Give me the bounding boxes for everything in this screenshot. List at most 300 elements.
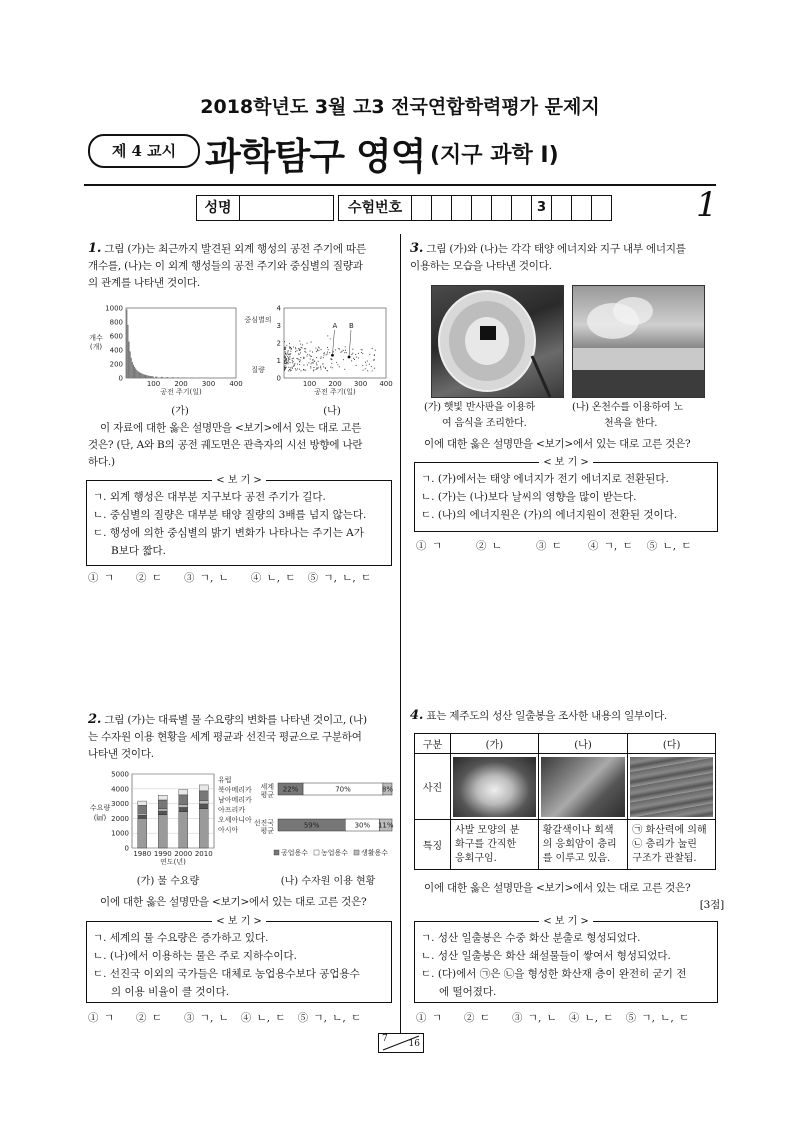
scatter-point	[345, 346, 346, 347]
legend-label: 공업용수	[281, 849, 309, 857]
x-tick-label: 400	[379, 380, 393, 388]
answer-choice[interactable]: ③ ㄱ, ㄴ	[183, 572, 229, 584]
scatter-point	[330, 338, 331, 339]
scatter-point	[288, 358, 289, 359]
scatter-point	[317, 367, 318, 368]
page-indicator	[378, 1033, 424, 1053]
stacked-bar-segment	[199, 791, 208, 801]
period-badge: 제 4 교시	[88, 134, 200, 168]
bogi-item: ㄴ. 중심별의 질량은 대부분 태양 질량의 3배를 넘지 않는다.	[93, 509, 367, 521]
scatter-point	[317, 350, 318, 351]
exam-number-cell[interactable]	[592, 196, 611, 220]
question-4-ask: 이에 대한 옳은 설명만을 <보기>에서 있는 대로 고른 것은?	[424, 882, 691, 894]
question-text: 그림 (가)는 최근까지 발견된 외계 행성의 공전 주기에 따른	[104, 243, 366, 255]
exam-number-cell[interactable]	[432, 196, 452, 220]
scatter-point	[312, 352, 313, 353]
bogi-title: < 보 기 >	[539, 916, 593, 927]
scatter-point	[305, 348, 306, 349]
answer-choices	[88, 570, 371, 585]
scatter-point	[298, 353, 299, 354]
caption-line: (가) 햇빛 반사판을 이용하	[424, 402, 535, 413]
bar	[134, 367, 135, 378]
bar	[161, 377, 163, 378]
answer-choices	[416, 1010, 689, 1025]
exam-number-cell[interactable]	[512, 196, 532, 220]
scatter-point	[292, 358, 293, 359]
scatter-point	[286, 354, 287, 355]
scatter-point	[331, 363, 332, 364]
solar-reflector-image	[432, 286, 563, 397]
answer-choice[interactable]: ③ ㄷ	[535, 540, 562, 552]
answer-choice[interactable]: ② ㄴ	[475, 540, 502, 552]
question-number: 3.	[410, 241, 424, 256]
scatter-point	[323, 366, 324, 367]
table-cell	[451, 820, 539, 870]
table-header: (다)	[628, 734, 716, 754]
bogi-box	[414, 457, 718, 532]
scatter-point	[290, 369, 291, 370]
column-divider	[400, 234, 401, 1034]
bar	[146, 375, 147, 378]
scatter-point	[292, 368, 293, 369]
scatter-point	[303, 370, 304, 371]
question-text: 개수를, (나)는 이 외계 행성들의 공전 주기와 중심별의 질량과	[88, 260, 363, 272]
scatter-point	[369, 354, 370, 355]
bar	[152, 376, 153, 378]
scatter-point	[291, 370, 292, 371]
q2-stacked-bars	[90, 771, 252, 867]
answer-choice[interactable]: ③ ㄱ, ㄴ	[183, 1012, 229, 1024]
bar	[132, 362, 133, 378]
scatter-point	[287, 351, 288, 352]
scatter-point	[292, 362, 293, 363]
exam-number-cell[interactable]	[492, 196, 512, 220]
current-page: 7	[382, 1034, 388, 1044]
scatter-point	[320, 366, 321, 367]
bogi-item: ㄷ. (다)에서 ㉠은 ㉡을 형성한 화산재 층이 완전히 굳기 전	[421, 968, 687, 980]
stacked-bar-segment	[179, 795, 188, 805]
table-header: (나)	[538, 734, 628, 754]
stacked-bar-segment	[179, 812, 188, 848]
table-cell	[628, 820, 716, 870]
bogi-item: ㄱ. 외계 행성은 대부분 지구보다 공전 주기가 길다.	[93, 491, 326, 503]
stacked-bar-segment	[138, 801, 147, 805]
y-tick-label: 5000	[111, 770, 129, 779]
legend-swatch	[354, 850, 359, 855]
name-field[interactable]	[196, 195, 334, 221]
exam-title: 2018학년도 3월 고3 전국연합학력평가 문제지	[200, 96, 600, 118]
scatter-point	[328, 349, 329, 350]
scatter-point	[326, 354, 327, 355]
bogi-item: ㄱ. 성산 일출봉은 수중 화산 분출로 형성되었다.	[421, 932, 641, 944]
scatter-point	[323, 357, 324, 358]
cell-line: 구조가 관찰됨.	[632, 852, 697, 864]
scatter-point	[372, 348, 373, 349]
scatter-point	[304, 351, 305, 352]
scatter-point	[329, 352, 330, 353]
header-divider	[84, 184, 716, 186]
scatter-point	[286, 359, 287, 360]
table-header: 구분	[415, 734, 451, 754]
scatter-point	[311, 342, 312, 343]
bar	[145, 375, 146, 378]
legend-label: 북아메리카	[218, 786, 252, 794]
legend-label: 오세아니아	[218, 816, 252, 824]
bar	[142, 374, 143, 378]
scatter-point	[285, 368, 286, 369]
y-axis-label: 질량	[251, 366, 265, 374]
answer-choice[interactable]: ⑤ ㄱ, ㄴ, ㄷ	[297, 1012, 362, 1024]
scatter-point	[345, 350, 346, 351]
y-tick-label: 3000	[111, 800, 129, 809]
scatter-point	[363, 370, 364, 371]
bar	[130, 351, 131, 378]
y-axis-label: 개수	[89, 334, 103, 342]
scatter-point	[352, 349, 353, 350]
scatter-point	[289, 354, 290, 355]
scatter-point	[344, 352, 345, 353]
bar	[137, 371, 138, 378]
scatter-point	[312, 359, 313, 360]
bogi-item: ㄱ. (가)에서는 태양 에너지가 전기 에너지로 전환된다.	[421, 473, 669, 485]
hot-spring-image	[573, 286, 704, 397]
bar	[166, 377, 168, 378]
exam-number-cell[interactable]	[572, 196, 592, 220]
legend-label: 생활용수	[361, 849, 389, 857]
y-tick-label: 1000	[105, 304, 123, 313]
answer-choice[interactable]: ③ ㄱ, ㄴ	[511, 1012, 557, 1024]
y-axis-label: 중심별의	[244, 316, 272, 324]
scatter-point	[313, 369, 314, 370]
scatter-point	[292, 360, 293, 361]
category-label: 세계	[260, 783, 274, 791]
scatter-point	[303, 365, 304, 366]
bar	[136, 370, 137, 378]
scatter-point	[300, 360, 301, 361]
question-1-ask	[88, 420, 388, 471]
stacked-bar-segment	[158, 795, 167, 800]
cell-line: 화구를 간직한	[455, 838, 517, 850]
y-tick-label: 2	[276, 339, 281, 348]
scatter-point	[361, 349, 362, 350]
exam-number-cell[interactable]	[452, 196, 472, 220]
scatter-point	[284, 370, 285, 371]
table-header-row	[415, 734, 716, 754]
answer-choice[interactable]: ① ㄱ	[416, 1012, 442, 1024]
answer-choice[interactable]: ① ㄱ	[88, 572, 114, 584]
q1-histogram	[89, 305, 242, 397]
scatter-point	[305, 352, 306, 353]
scatter-point	[285, 347, 286, 348]
answer-choices	[88, 1010, 361, 1025]
x-tick-label: 2000	[174, 850, 193, 858]
bogi-title: < 보 기 >	[212, 475, 266, 486]
table-row	[415, 820, 716, 870]
scatter-point	[300, 352, 301, 353]
scatter-point	[372, 370, 373, 371]
scatter-point	[285, 351, 286, 352]
exam-number-cell[interactable]	[472, 196, 492, 220]
scatter-point	[367, 361, 368, 362]
scatter-point	[297, 363, 298, 364]
stacked-bar-segment	[179, 807, 188, 811]
stacked-bar-segment	[179, 804, 188, 807]
cell-line: 를 이루고 있음.	[542, 852, 611, 864]
answer-choice[interactable]: ④ ㄴ, ㄷ	[250, 572, 296, 584]
plot-frame	[284, 308, 386, 378]
exam-number-field[interactable]	[338, 195, 612, 221]
scatter-point	[308, 362, 309, 363]
bomb-sag-photo	[630, 757, 713, 817]
bar	[133, 365, 134, 378]
bar	[141, 373, 142, 378]
scatter-point	[294, 364, 295, 365]
scatter-point	[323, 355, 324, 356]
scatter-point	[366, 365, 367, 366]
scatter-point	[284, 360, 285, 361]
scatter-point	[352, 353, 353, 354]
scatter-point	[299, 340, 300, 341]
scatter-point	[330, 367, 331, 368]
question-3	[410, 240, 720, 275]
stacked-bar-segment	[179, 790, 188, 795]
answer-choice[interactable]: ④ ㄴ, ㄷ	[240, 1012, 286, 1024]
scatter-point	[335, 349, 336, 350]
x-axis-label: 공전 주기(일)	[160, 388, 202, 396]
question-4	[410, 707, 720, 725]
scatter-point	[336, 362, 337, 363]
scatter-point	[305, 370, 306, 371]
stacked-bar-segment	[158, 815, 167, 848]
scatter-point	[300, 357, 301, 358]
question-number: 4.	[410, 708, 424, 723]
scatter-point	[316, 364, 317, 365]
scatter-point	[286, 345, 287, 346]
total-pages: 16	[408, 1039, 420, 1049]
y-tick-label: 4	[276, 304, 281, 313]
bogi-title: < 보 기 >	[212, 916, 266, 927]
scatter-point	[343, 350, 344, 351]
caption-line: 천욕을 한다.	[604, 418, 658, 429]
cell-line: 황갈색이나 회색	[542, 824, 614, 836]
scatter-point	[320, 367, 321, 368]
figure-caption: (가) 물 수요량	[136, 876, 200, 887]
answer-choice[interactable]: ④ ㄴ, ㄷ	[568, 1012, 614, 1024]
annotation-label: A	[332, 322, 338, 330]
question-text: 그림 (가)는 대륙별 물 수요량의 변화를 나타낸 것이고, (나)	[104, 714, 367, 726]
table-cell	[538, 754, 628, 820]
bar	[131, 358, 132, 378]
figure-caption	[424, 400, 566, 432]
q1-charts	[86, 300, 396, 402]
scatter-point	[310, 359, 311, 360]
bogi-item: B보다 짧다.	[111, 545, 166, 557]
scatter-point	[313, 362, 314, 363]
figure-caption: (나)	[323, 406, 341, 417]
scatter-point	[297, 358, 298, 359]
scatter-point	[300, 370, 301, 371]
scatter-point	[286, 361, 287, 362]
y-axis-label: (㎦)	[93, 814, 107, 822]
scatter-point	[291, 348, 292, 349]
stacked-bar-segment	[138, 813, 147, 815]
scatter-point	[284, 341, 285, 342]
scatter-point	[288, 370, 289, 371]
cell-line: ㉠ 화산력에 의해	[632, 824, 707, 836]
stacked-bar-segment	[138, 815, 147, 818]
legend-label: 아프리카	[218, 806, 246, 814]
bogi-title: < 보 기 >	[539, 457, 593, 468]
bar	[183, 377, 185, 378]
answer-choice[interactable]: ⑤ ㄱ, ㄴ, ㄷ	[307, 572, 372, 584]
scatter-point	[316, 362, 317, 363]
scatter-point	[312, 362, 313, 363]
scatter-point	[293, 358, 294, 359]
bar	[149, 376, 150, 378]
scatter-point	[323, 353, 324, 354]
scatter-point	[374, 354, 375, 355]
question-text: 그림 (가)와 (나)는 각각 태양 에너지와 지구 내부 에너지를	[426, 243, 686, 255]
x-tick-label: 400	[229, 380, 243, 388]
scatter-point	[289, 343, 290, 344]
scatter-point	[302, 344, 303, 345]
scatter-point	[287, 362, 288, 363]
x-axis-label: 공전 주기(일)	[314, 388, 356, 396]
scatter-point	[339, 366, 340, 367]
data-label: 22%	[282, 785, 299, 794]
x-tick-label: 200	[328, 380, 342, 388]
page-number: 1	[696, 185, 718, 225]
bogi-box	[414, 916, 718, 1003]
bar	[150, 376, 151, 378]
scatter-point	[320, 369, 321, 370]
figure-caption	[572, 400, 714, 432]
scatter-point	[332, 367, 333, 368]
scatter-point	[293, 347, 294, 348]
scatter-point	[341, 351, 342, 352]
scatter-point	[300, 349, 301, 350]
bogi-box	[86, 916, 392, 1003]
question-text: 의 관계를 나타낸 것이다.	[88, 277, 200, 289]
x-tick-label: 200	[174, 380, 188, 388]
scatter-point	[287, 356, 288, 357]
answer-choice[interactable]: ① ㄱ	[88, 1012, 114, 1024]
y-tick-label: 800	[109, 318, 123, 327]
y-tick-label: 600	[109, 332, 123, 341]
scatter-point	[285, 354, 286, 355]
answer-choice[interactable]: ① ㄱ	[416, 540, 442, 552]
scatter-point	[288, 367, 289, 368]
scatter-point	[284, 356, 285, 357]
scatter-point	[293, 361, 294, 362]
scatter-point	[299, 369, 300, 370]
scatter-point	[309, 350, 310, 351]
y-tick-label: 2000	[111, 814, 129, 823]
y-tick-label: 0	[118, 374, 123, 383]
scatter-point	[317, 368, 318, 369]
scatter-point	[284, 365, 285, 366]
scatter-point	[327, 347, 328, 348]
question-text: 이용하는 모습을 나타낸 것이다.	[410, 260, 552, 272]
bogi-item: ㄱ. 세계의 물 수요량은 증가하고 있다.	[93, 932, 269, 944]
scatter-point	[355, 354, 356, 355]
scatter-point	[310, 355, 311, 356]
question-text: 나타낸 것이다.	[88, 748, 154, 760]
scatter-point	[289, 346, 290, 347]
y-tick-label: 400	[109, 346, 123, 355]
q2-percent-bars	[254, 782, 394, 857]
scatter-point	[307, 364, 308, 365]
answer-choice[interactable]: ② ㄷ	[463, 1012, 490, 1024]
stacked-bar-segment	[158, 800, 167, 809]
scatter-point	[306, 356, 307, 357]
row-label: 특징	[415, 820, 451, 870]
bogi-item: ㄴ. (가)는 (나)보다 날씨의 영향을 많이 받는다.	[421, 491, 637, 503]
legend-label: 아시아	[218, 826, 239, 834]
bar	[138, 372, 139, 378]
scatter-point	[289, 356, 290, 357]
scatter-point	[325, 367, 326, 368]
scatter-point	[373, 360, 374, 361]
cell-line: ㉡ 층리가 눌린	[632, 838, 697, 850]
table-row	[415, 754, 716, 820]
exam-number-cell[interactable]	[412, 196, 432, 220]
scatter-point	[293, 366, 294, 367]
data-label: 11%	[377, 821, 394, 830]
scatter-point	[286, 363, 287, 364]
scatter-point	[296, 350, 297, 351]
scatter-point	[285, 358, 286, 359]
question-2	[88, 711, 390, 763]
category-label: 선진국	[253, 819, 274, 827]
scatter-point	[306, 343, 307, 344]
scatter-point	[362, 353, 363, 354]
scatter-point	[290, 370, 291, 371]
scatter-point	[311, 363, 312, 364]
exam-number-cell[interactable]: 3	[532, 196, 552, 220]
y-tick-label: 1	[276, 357, 281, 365]
question-number: 2.	[88, 712, 102, 727]
scatter-point	[290, 367, 291, 368]
answer-choice[interactable]: ② ㄷ	[135, 1012, 162, 1024]
scatter-point	[318, 350, 319, 351]
answer-choice[interactable]: ⑤ ㄱ, ㄴ, ㄷ	[625, 1012, 690, 1024]
exam-number-cell[interactable]	[552, 196, 572, 220]
scatter-point	[313, 367, 314, 368]
bogi-item: ㄴ. 성산 일출봉은 화산 쇄설물들이 쌓여서 형성되었다.	[421, 950, 671, 962]
scatter-point	[375, 350, 376, 351]
scatter-point	[338, 348, 339, 349]
x-tick-label: 1980	[133, 850, 152, 858]
scatter-point	[371, 366, 372, 367]
stacked-bar-segment	[138, 818, 147, 848]
bogi-item: ㄷ. 행성에 의한 중심별의 밝기 변화가 나타나는 주기는 A가	[93, 527, 364, 539]
stacked-bar-segment	[158, 811, 167, 814]
scatter-point	[316, 351, 317, 352]
x-tick-label: 100	[146, 380, 161, 388]
legend-label: 농업용수	[321, 849, 349, 857]
bar	[143, 374, 144, 378]
question-text: 표는 제주도의 성산 일출봉을 조사한 내용의 일부이다.	[426, 710, 668, 722]
answer-choice[interactable]: ④ ㄱ, ㄷ	[587, 540, 633, 552]
y-tick-label: 0	[276, 374, 281, 383]
scatter-point	[304, 357, 305, 358]
answer-choice[interactable]: ⑤ ㄴ, ㄷ	[646, 540, 692, 552]
scatter-point	[351, 360, 352, 361]
answer-choice[interactable]: ② ㄷ	[135, 572, 162, 584]
scatter-point	[337, 364, 338, 365]
bar	[127, 325, 128, 378]
